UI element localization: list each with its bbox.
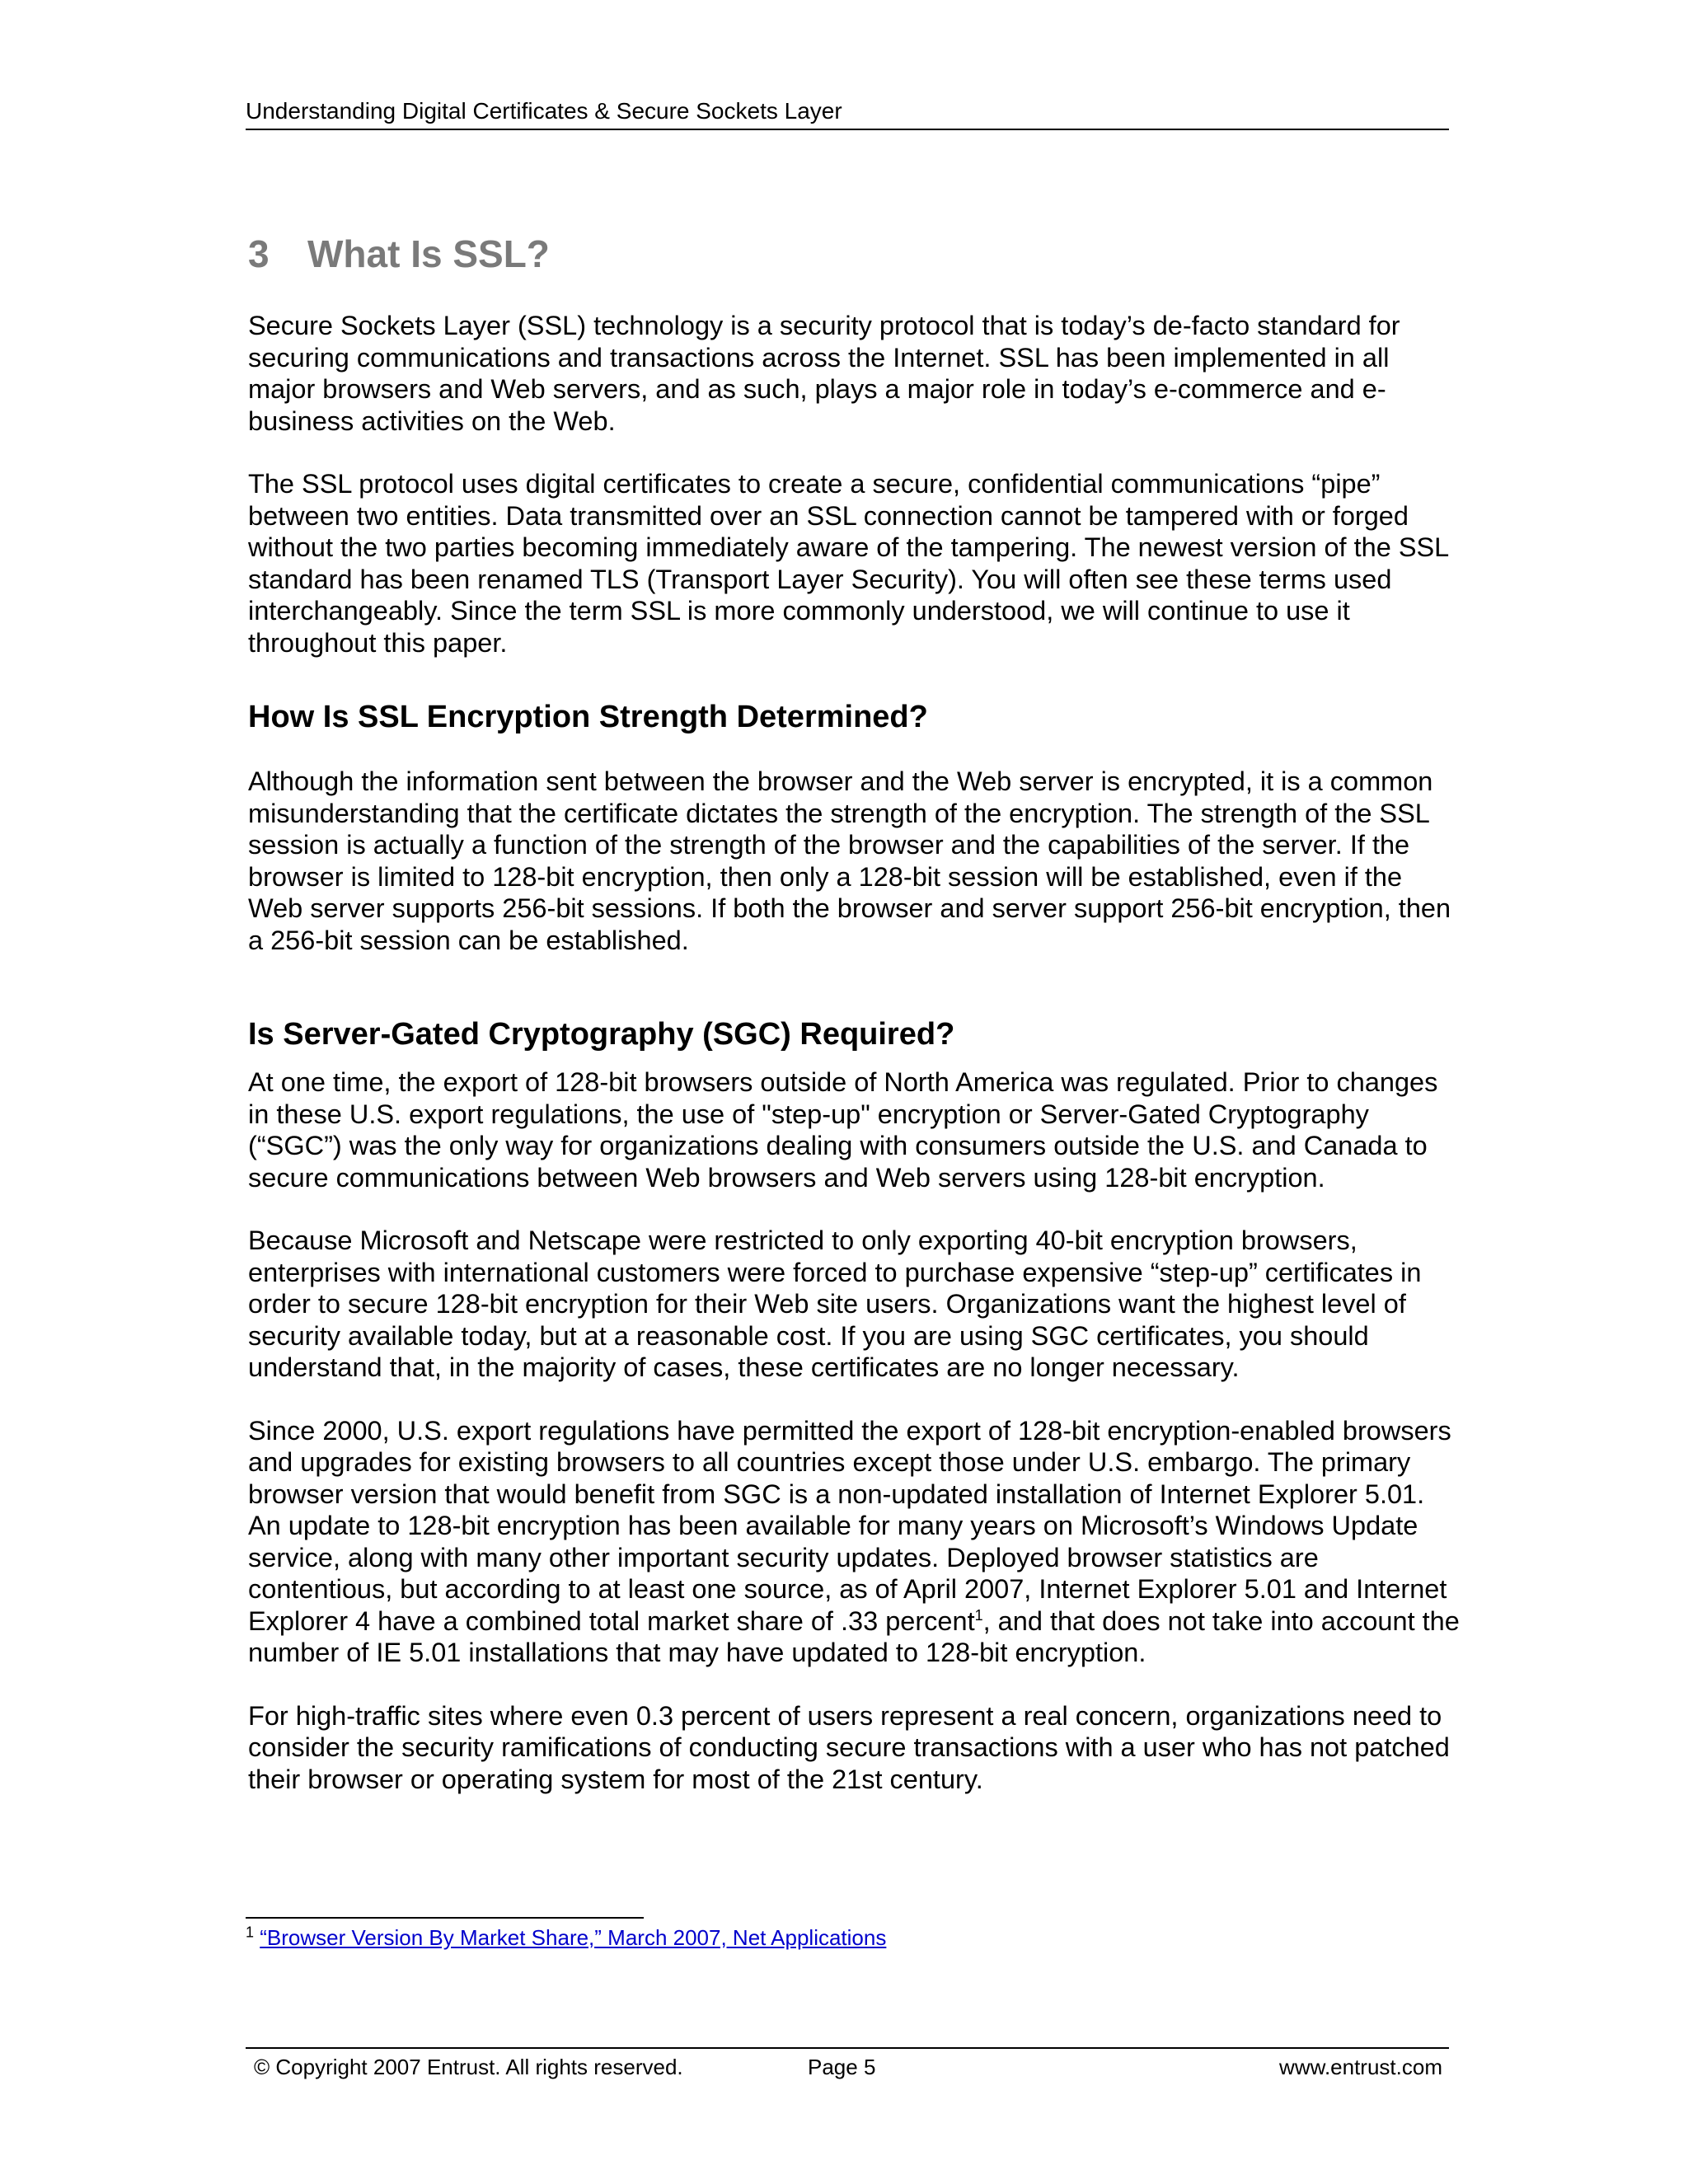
body-paragraph: Although the information sent between the browser and the Web server is encrypted, it is a common misunderstanding that the certificate dictates the strength of the encryption. The strength of the SSL session is actually a function of the strength of the browser and the capabilities of the server. If the browser is limited to 128-bit encryption, then only a 128-bit session will be established, even if the Web server supports 256-bit sessions. If both the browser and server support 256-bit encryption, then a 256-bit session can be established. xyxy=(248,766,1451,955)
section-heading xyxy=(248,231,1460,277)
paragraph-text: Since 2000, U.S. export regulations have permitted the export of 128-bit encryption-enabled browsers and upgrades for existing browsers to all countries except those under U.S. embargo. The primary browser version that would benefit from SGC is a non-updated installation of Internet Explorer 5.01. An update to 128-bit encryption has been available for many years on Microsoft’s Windows Update service, along with many other important security updates. Deployed browser statistics are contentious, but according to at least one source, as of April 2007, Internet Explorer 5.01 and Internet Explorer 4 have a combined total market share of .33 percent xyxy=(248,1415,1451,1636)
footnote-reference[interactable]: 1 xyxy=(974,1606,983,1624)
paragraph-text: , and that does not take into account the number of IE 5.01 installations that may have updated to 128-bit encryption. xyxy=(248,1605,1460,1667)
main-content xyxy=(248,231,1460,1826)
running-header xyxy=(246,97,1449,130)
footer-separator xyxy=(246,2047,1449,2049)
body-paragraph: For high-traffic sites where even 0.3 percent of users represent a real concern, organizations need to consider the security ramifications of conducting secure transactions with a user who has not patched their browser or operating system for most of the 21st century. xyxy=(248,1700,1450,1794)
body-paragraph: Because Microsoft and Netscape were restricted to only exporting 40-bit encryption browsers, enterprises with international customers were forced to purchase expensive “step-up” certificates in order to secure 128-bit encryption for their Web site users. Organizations want the highest level of security available today, but at a reasonable cost. If you are using SGC certificates, you should understand that, in the majority of cases, these certificates are no longer necessary. xyxy=(248,1226,1422,1382)
subsection-heading: Is Server-Gated Cryptography (SGC) Required? xyxy=(248,1017,955,1052)
body-paragraph: At one time, the export of 128-bit browsers outside of North America was regulated. Prior to changes in these U.S. export regulations, the use of "step-up" encryption or Server-Gated Cryptography (“SGC”) was the only way for organizations dealing with consumers outside the U.S. and Canada to secure communications between Web browsers and Web servers using 128-bit encryption. xyxy=(248,1067,1438,1193)
body-paragraph xyxy=(248,1415,1460,1669)
section-title: What Is SSL? xyxy=(307,232,550,275)
section-number: 3 xyxy=(248,232,270,275)
footnote-marker: 1 xyxy=(246,1924,255,1941)
footnote xyxy=(246,1924,886,1951)
footnote-link[interactable]: “Browser Version By Market Share,” March 2007, Net Applications xyxy=(260,1925,887,1950)
footer-page-number: Page 5 xyxy=(808,2055,876,2079)
footer-copyright: © Copyright 2007 Entrust. All rights reserved. xyxy=(254,2055,683,2079)
header-title: Understanding Digital Certificates & Secure Sockets Layer xyxy=(246,98,842,124)
subsection-heading: How Is SSL Encryption Strength Determined? xyxy=(248,700,928,734)
footer-website: www.entrust.com xyxy=(1279,2055,1442,2079)
footnote-separator xyxy=(246,1917,644,1919)
intro-paragraph: The SSL protocol uses digital certificates to create a secure, confidential communications “pipe” between two entities. Data transmitted over an SSL connection cannot be tampered with or forged without the two parties becoming immediately aware of the tampering. The newest version of the SSL standard has been renamed TLS (Transport Layer Security). You will often see these terms used interchangeably. Since the term SSL is more commonly understood, we will continue to use it throughout this paper. xyxy=(248,469,1449,658)
intro-paragraph: Secure Sockets Layer (SSL) technology is a security protocol that is today’s de-facto standard for securing communications and transactions across the Internet. SSL has been implemented in all major browsers and Web servers, and as such, plays a major role in today’s e-commerce and e-business activities on the Web. xyxy=(248,311,1400,436)
